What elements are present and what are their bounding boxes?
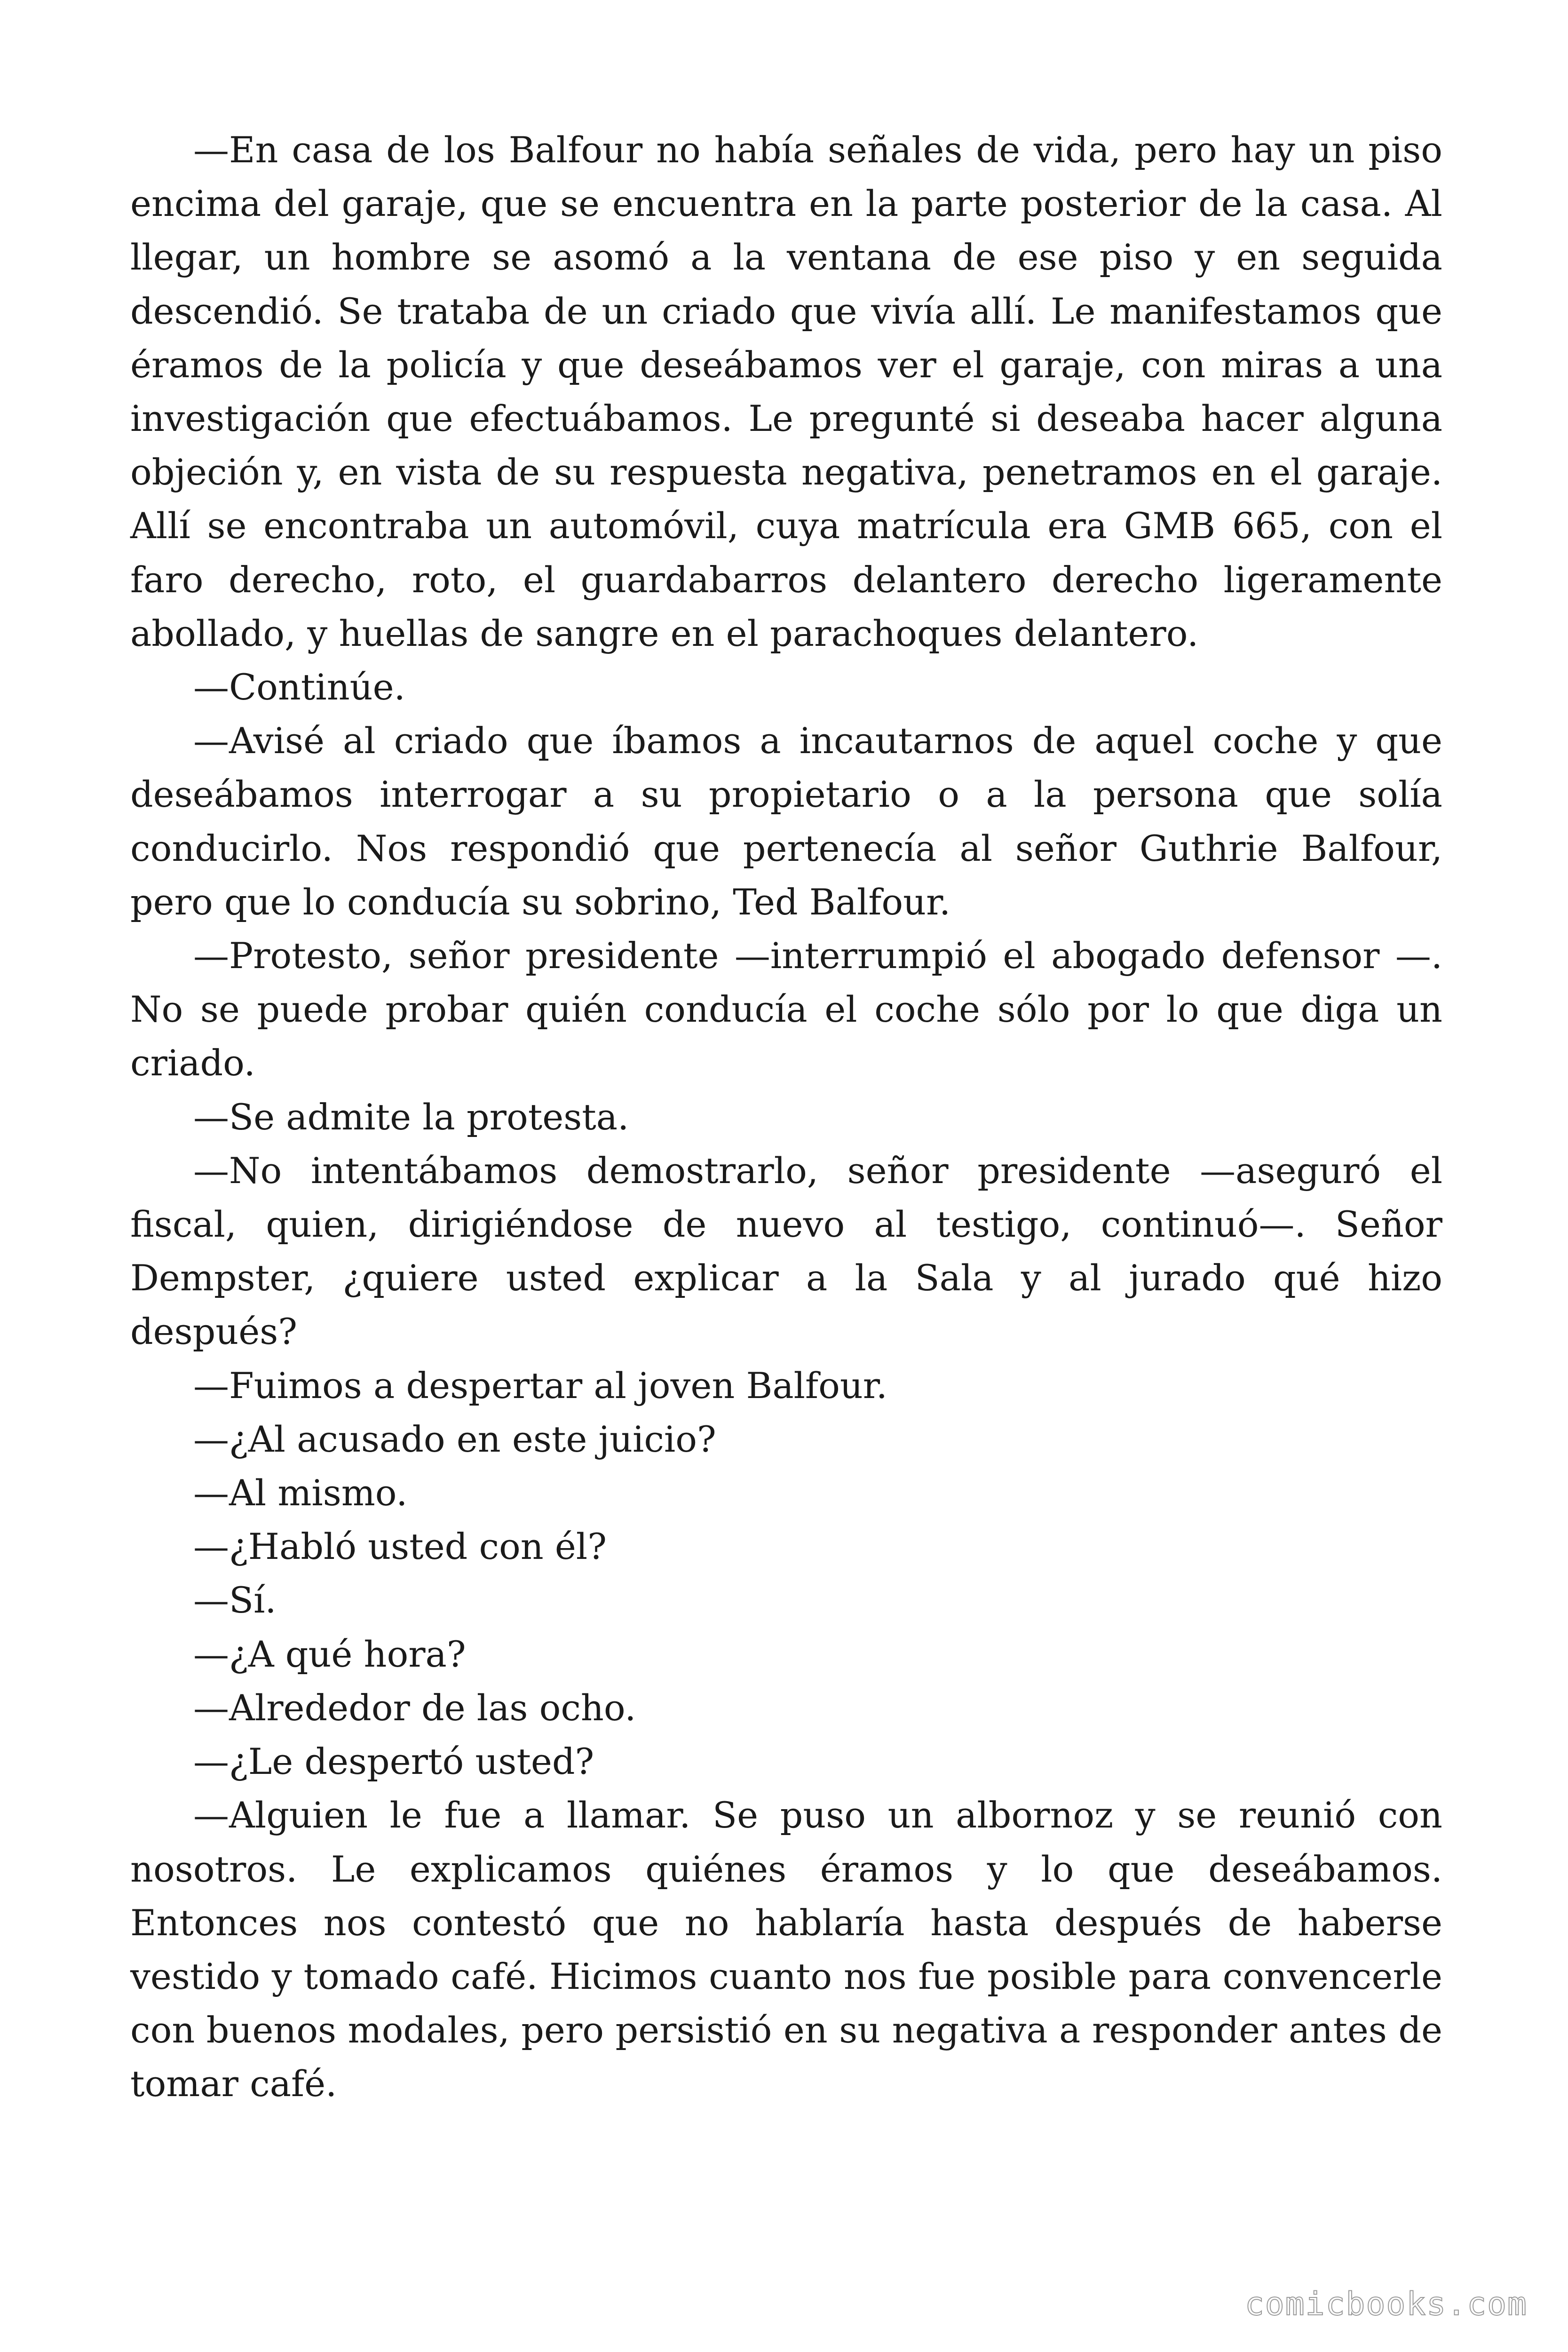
paragraph: —Fuimos a despertar al joven Balfour. — [193, 1364, 887, 1406]
paragraph: —Alguien le fue a llamar. Se puso un albornoz y se reunió con nosotros. Le explicamos quiénes éramos y lo que deseábamos. Entonces nos contestó que no hablaría hasta después de haberse vestido y tomado café. Hicimos cuanto nos fue posible para convencerle con buenos modales, pero persistió en su negativa a responder antes de tomar café. — [130, 1794, 1442, 2105]
paragraph: —¿Al acusado en este juicio? — [193, 1418, 716, 1460]
watermark: comicbooks.com — [1244, 2286, 1528, 2323]
paragraph: —Continúe. — [193, 666, 405, 708]
paragraph: —Avisé al criado que íbamos a incautarnos de aquel coche y que deseábamos interrogar a su propietario o a la persona que solía conducirlo. Nos respondió que pertenecía al señor Guthrie Balfour, pero que lo conducía su sobrino, Ted Balfour. — [130, 720, 1442, 923]
paragraph: —Al mismo. — [193, 1472, 408, 1514]
paragraph: —Se admite la protesta. — [193, 1096, 629, 1138]
paragraph: —En casa de los Balfour no había señales de vida, pero hay un piso encima del garaje, que se encuentra en la parte posterior de la casa. Al llegar, un hombre se asomó a la ventana de ese piso y en seguida descendió. Se trataba de un criado que vivía allí. Le manifestamos que éramos de la policía y que deseábamos ver el garaje, con miras a una investigación que efectuábamos. Le pregunté si deseaba hacer alguna objeción y, en vista de su respuesta negativa, penetramos en el garaje. Allí se encontraba un automóvil, cuya matrícula era GMB 665, con el faro derecho, roto, el guardabarros delantero derecho ligeramente abollado, y huellas de sangre en el parachoques delantero. — [130, 129, 1442, 654]
paragraph: —Protesto, señor presidente —interrumpió el abogado defensor —. No se puede probar quién conducía el coche sólo por lo que diga un criado. — [130, 935, 1442, 1084]
paragraph: —¿Le despertó usted? — [193, 1740, 594, 1783]
paragraph: —No intentábamos demostrarlo, señor presidente —aseguró el fiscal, quien, dirigiéndose de nuevo al testigo, continuó—. Señor Dempster, ¿quiere usted explicar a la Sala y al jurado qué hizo después? — [130, 1149, 1442, 1353]
paragraph: —Sí. — [193, 1579, 277, 1621]
page-text — [130, 123, 1442, 2111]
paragraph: —Alrededor de las ocho. — [193, 1686, 636, 1729]
paragraph: —¿A qué hora? — [193, 1633, 466, 1675]
paragraph: —¿Habló usted con él? — [193, 1526, 607, 1568]
